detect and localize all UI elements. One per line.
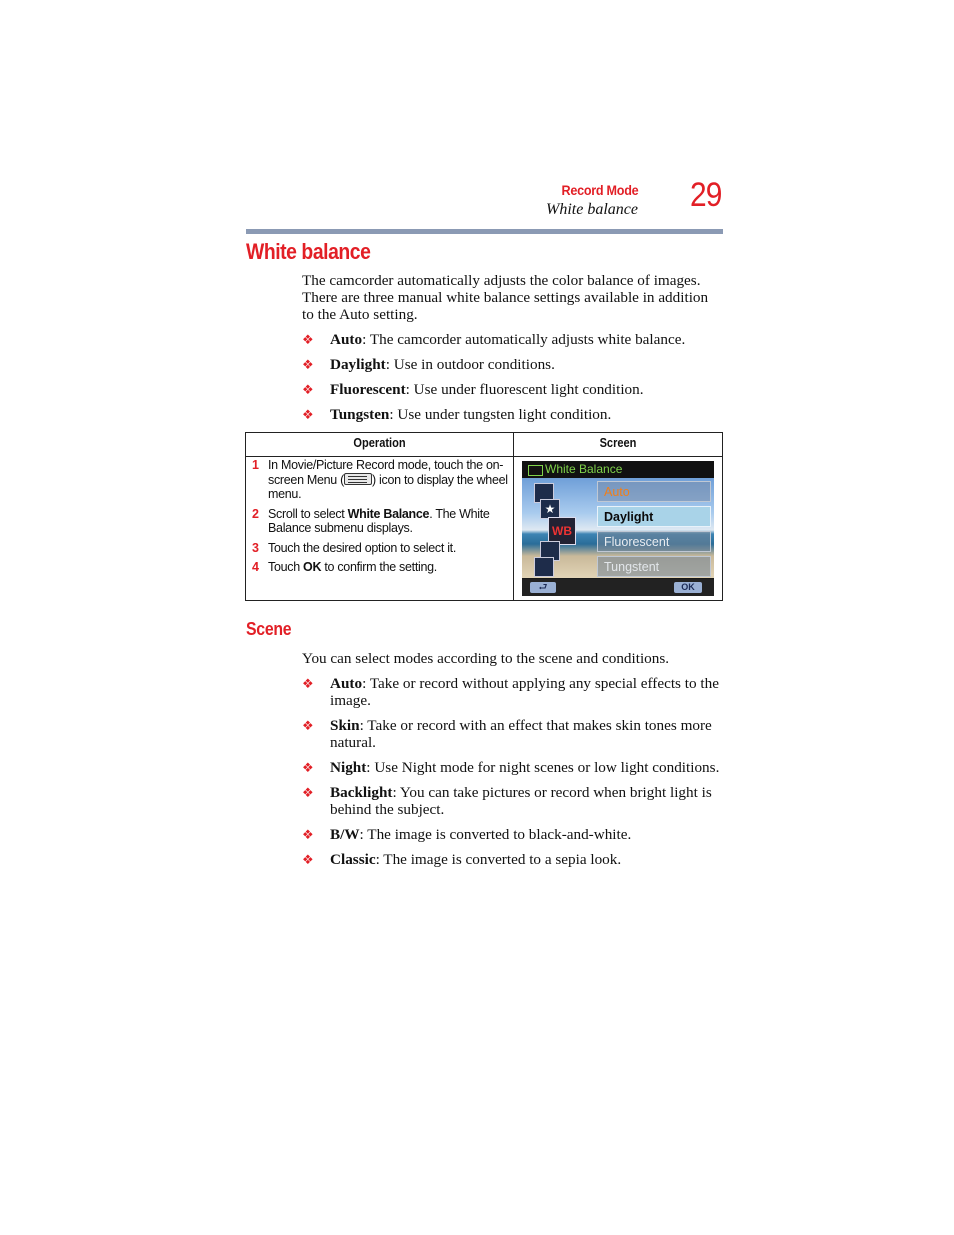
list-item: ❖ Tungsten: Use under tungsten light condition. bbox=[302, 406, 612, 423]
wb-option-auto[interactable]: Auto bbox=[597, 481, 711, 502]
list-item: ❖ Classic: The image is converted to a sepia look. bbox=[302, 851, 622, 868]
wb-option-tungsten[interactable]: Tungstent bbox=[597, 556, 711, 577]
header-section-title: Record Mode bbox=[561, 182, 638, 198]
camcorder-screen bbox=[522, 461, 714, 596]
operation-table bbox=[245, 432, 723, 601]
scene-heading: Scene bbox=[246, 619, 292, 639]
bullet-diamond-icon: ❖ bbox=[302, 676, 314, 691]
bullet-diamond-icon: ❖ bbox=[302, 332, 314, 347]
bullet-diamond-icon: ❖ bbox=[302, 852, 314, 867]
step-item: 3 Touch the desired option to select it. bbox=[252, 540, 457, 555]
table-divider bbox=[246, 456, 722, 457]
white-balance-icon[interactable]: WB bbox=[548, 517, 576, 545]
mode-icon[interactable] bbox=[534, 557, 554, 577]
wb-option-fluorescent[interactable]: Fluorescent bbox=[597, 531, 711, 552]
step-item: 1 In Movie/Picture Record mode, touch the on-screen Menu ( ) icon to display the wheel menu. bbox=[252, 458, 508, 501]
operation-steps bbox=[250, 458, 508, 580]
list-item: ❖ Backlight: You can take pictures or record when bright light is behind the subject. bbox=[302, 784, 712, 818]
list-item: ❖ Auto: The camcorder automatically adjusts white balance. bbox=[302, 331, 686, 348]
wb-option-daylight[interactable]: Daylight bbox=[597, 506, 711, 527]
menu-icon bbox=[344, 473, 372, 485]
step-item: 2 Scroll to select White Balance. The White Balance submenu displays. bbox=[252, 506, 490, 535]
header-rule bbox=[246, 229, 723, 234]
bullet-diamond-icon: ❖ bbox=[302, 760, 314, 775]
list-item: ❖ B/W: The image is converted to black-and-white. bbox=[302, 826, 632, 843]
table-divider bbox=[513, 433, 514, 600]
menu-icon bbox=[528, 465, 543, 476]
screen-bottom-bar bbox=[522, 579, 714, 596]
screen-title-bar bbox=[522, 461, 714, 478]
bullet-diamond-icon: ❖ bbox=[302, 407, 314, 422]
white-balance-options-list bbox=[302, 331, 722, 431]
star-icon[interactable]: ★ bbox=[540, 499, 560, 519]
screen-title: White Balance bbox=[545, 462, 623, 476]
scene-options-list bbox=[302, 675, 722, 876]
back-arrow-icon[interactable]: ⮐ bbox=[530, 582, 556, 593]
step-item: 4 Touch OK to confirm the setting. bbox=[252, 560, 437, 574]
list-item: ❖ Daylight: Use in outdoor conditions. bbox=[302, 356, 555, 373]
list-item: ❖ Skin: Take or record with an effect that makes skin tones more natural. bbox=[302, 717, 712, 751]
page-number: 29 bbox=[690, 176, 722, 214]
bullet-diamond-icon: ❖ bbox=[302, 382, 314, 397]
column-header-operation: Operation bbox=[353, 435, 406, 450]
white-balance-heading: White balance bbox=[246, 239, 371, 264]
white-balance-intro: The camcorder automatically adjusts the color balance of images. There are three manual white balance settings available in addition to the Auto setting. bbox=[302, 272, 709, 323]
list-item: ❖ Night: Use Night mode for night scenes or low light conditions. bbox=[302, 759, 720, 776]
bullet-diamond-icon: ❖ bbox=[302, 718, 314, 733]
ok-button[interactable]: OK bbox=[674, 582, 702, 593]
list-item: ❖ Fluorescent: Use under fluorescent light condition. bbox=[302, 381, 644, 398]
bullet-diamond-icon: ❖ bbox=[302, 827, 314, 842]
bullet-diamond-icon: ❖ bbox=[302, 785, 314, 800]
list-item: ❖ Auto: Take or record without applying any special effects to the image. bbox=[302, 675, 719, 709]
bullet-diamond-icon: ❖ bbox=[302, 357, 314, 372]
header-subsection-title: White balance bbox=[546, 201, 638, 218]
column-header-screen: Screen bbox=[599, 435, 637, 450]
scene-intro: You can select modes according to the scene and conditions. bbox=[302, 650, 670, 667]
